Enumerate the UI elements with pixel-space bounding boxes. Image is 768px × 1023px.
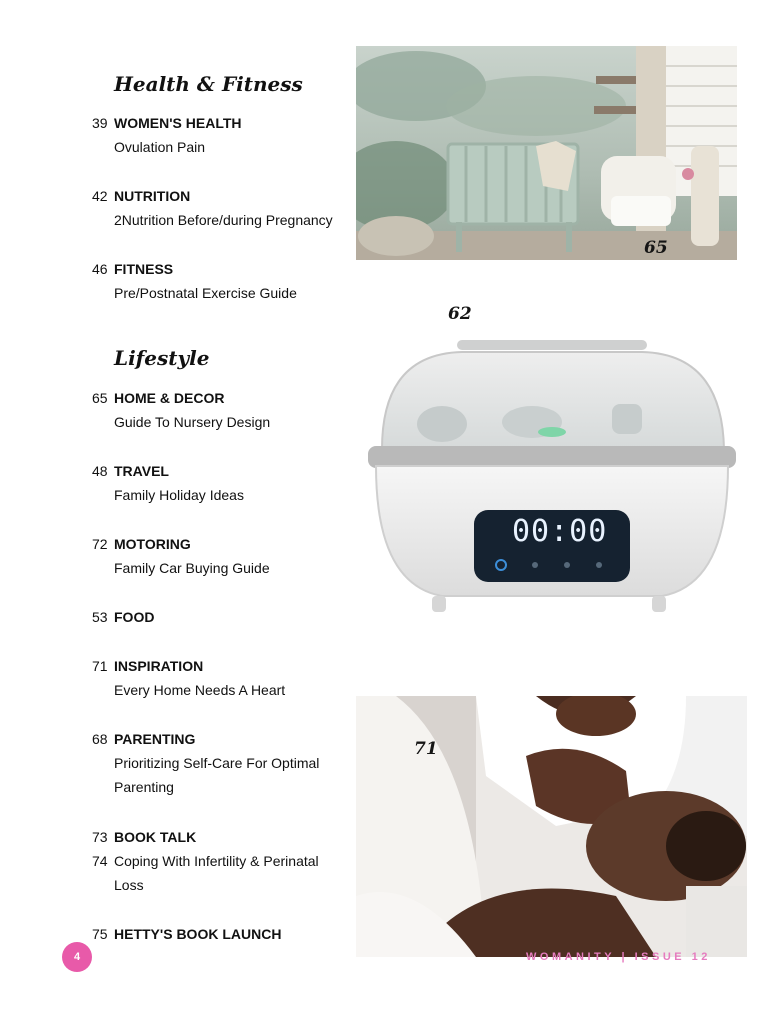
entry-page-number: 48 xyxy=(92,463,108,479)
entry-page-number: 53 xyxy=(92,609,108,625)
entry-page-number: 73 xyxy=(92,829,108,845)
toc-entry-home-decor[interactable] xyxy=(92,386,352,434)
entry-page-number: 75 xyxy=(92,926,108,942)
entry-subtitle: 2Nutrition Before/during Pregnancy xyxy=(114,212,333,228)
entry-subtitle: Guide To Nursery Design xyxy=(114,414,271,430)
entry-page-number: 71 xyxy=(92,658,108,674)
mother-baby-illustration xyxy=(356,696,747,957)
mother-baby-photo xyxy=(356,696,747,957)
toc-entry-book-launch[interactable] xyxy=(92,922,352,946)
entry-page-number: 65 xyxy=(92,390,108,406)
toc-entry-book-talk[interactable] xyxy=(92,825,352,849)
entry-heading: Coping With Infertility & Perinatal Loss xyxy=(114,853,319,893)
entry-heading: FOOD xyxy=(114,609,155,625)
section-title-lifestyle: Lifestyle xyxy=(114,346,210,370)
toc-entry-nutrition[interactable] xyxy=(92,184,352,232)
photo-page-label: 65 xyxy=(644,238,668,258)
entry-page-number: 72 xyxy=(92,536,108,552)
page-number-badge: 4 xyxy=(62,942,92,972)
entry-heading: INSPIRATION xyxy=(114,658,204,674)
photo-page-label: 71 xyxy=(414,739,438,759)
entry-subtitle: Prioritizing Self-Care For Optimal Parenting xyxy=(114,755,320,795)
entry-subtitle: Ovulation Pain xyxy=(114,139,206,155)
entry-subtitle: Family Car Buying Guide xyxy=(114,560,270,576)
entry-page-number: 46 xyxy=(92,261,108,277)
nursery-illustration xyxy=(356,46,737,260)
entry-heading: FITNESS xyxy=(114,261,174,277)
nursery-photo xyxy=(356,46,737,260)
toc-entry-inspiration[interactable] xyxy=(92,654,352,702)
entry-page-number: 42 xyxy=(92,188,108,204)
toc-entry-food[interactable] xyxy=(92,605,352,629)
entry-subtitle: Pre/Postnatal Exercise Guide xyxy=(114,285,297,301)
toc-entry-infertility[interactable] xyxy=(92,849,352,897)
magazine-footer: WOMANITY | ISSUE 12 xyxy=(526,951,711,963)
entry-subtitle: Family Holiday Ideas xyxy=(114,487,244,503)
entry-heading: TRAVEL xyxy=(114,463,169,479)
entry-page-number: 74 xyxy=(92,853,108,869)
entry-heading: NUTRITION xyxy=(114,188,191,204)
toc-entry-womens-health[interactable] xyxy=(92,111,352,159)
entry-heading: BOOK TALK xyxy=(114,829,197,845)
toc-entry-parenting[interactable] xyxy=(92,727,352,799)
toc-entry-motoring[interactable] xyxy=(92,532,352,580)
entry-subtitle: Every Home Needs A Heart xyxy=(114,682,286,698)
sterilizer-photo xyxy=(362,334,742,624)
sterilizer-display: 00:00 xyxy=(512,514,608,549)
section-title-health-fitness: Health & Fitness xyxy=(114,72,303,96)
entry-page-number: 68 xyxy=(92,731,108,747)
entry-heading: HOME & DECOR xyxy=(114,390,225,406)
entry-heading: WOMEN'S HEALTH xyxy=(114,115,242,131)
entry-heading: HETTY'S BOOK LAUNCH xyxy=(114,926,282,942)
toc-entry-fitness[interactable] xyxy=(92,257,352,305)
toc-entry-travel[interactable] xyxy=(92,459,352,507)
entry-heading: MOTORING xyxy=(114,536,191,552)
sterilizer-illustration xyxy=(362,334,742,624)
entry-heading: PARENTING xyxy=(114,731,196,747)
entry-page-number: 39 xyxy=(92,115,108,131)
photo-page-label: 62 xyxy=(448,304,472,324)
